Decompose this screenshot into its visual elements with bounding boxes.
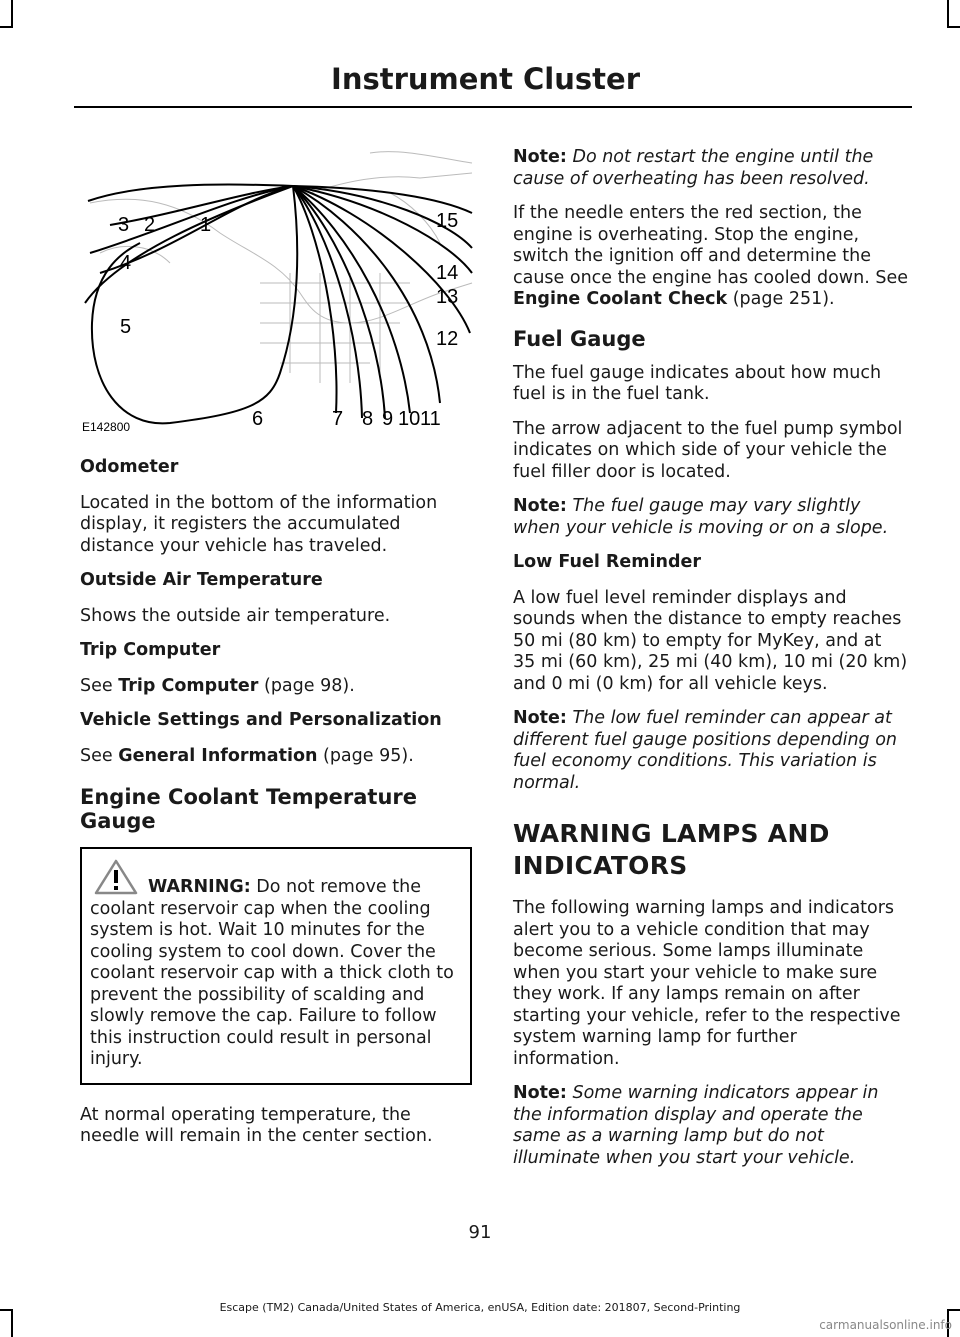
map-label: 9 (382, 408, 394, 430)
note-warning-indicators: Note: Some warning indicators appear in the information display and operate the same as a warning lamp but do not illuminate when you start your vehicle. (513, 1083, 879, 1168)
trip-computer-link[interactable]: Trip Computer (118, 675, 259, 696)
zone-map-figure (80, 133, 474, 435)
map-label: 2 (144, 214, 156, 236)
map-label: 13 (436, 286, 459, 308)
map-label: 5 (120, 316, 132, 338)
figure-code: E142800 (82, 420, 131, 434)
left-column (80, 133, 472, 1161)
note-fuel-gauge: Note: The fuel gauge may vary slightly when your vehicle is moving or on a slope. (513, 496, 889, 538)
header-rule (74, 106, 912, 108)
footer-text: Escape (TM2) Canada/United States of America, enUSA, Edition date: 201807, Second-Printing (219, 1301, 741, 1314)
warning-text: WARNING: Do not remove the coolant reservoir cap when the cooling system is hot. Wait 10 minutes for the cooling system to cool down. Cover the coolant reservoir cap with a thick cloth to prevent the possibility of scalding and slowly remove the cap. Failure to follow this instruction could result in personal injury. (90, 877, 454, 1069)
map-label: 10 (398, 408, 421, 430)
map-label: 8 (362, 408, 374, 430)
trip-text: See Trip Computer (page 98). (80, 675, 355, 696)
normal-temp-text: At normal operating temperature, the needle will remain in the center section. (80, 1104, 433, 1146)
note-low-fuel: Note: The low fuel reminder can appear at different fuel gauge positions depending on fuel economy conditions. This variation is normal. (513, 708, 898, 793)
engine-coolant-check-link[interactable]: Engine Coolant Check (513, 289, 728, 309)
warning-lamps-text: The following warning lamps and indicators alert you to a vehicle condition that may become serious. Some lamps illuminate when you start your vehicle to make sure they work. If any lamps remain on after starting your vehicle, refer to the respective system warning lamp for further information. (513, 898, 901, 1069)
warning-lamps-heading: WARNING LAMPS AND INDICATORS (513, 819, 830, 880)
coolant-heading: Engine Coolant Temperature Gauge (80, 785, 418, 833)
map-label: 1 (200, 214, 212, 236)
fuel-gauge-text: The fuel gauge indicates about how much fuel is in the fuel tank. (513, 362, 882, 404)
vsp-text: See General Information (page 95). (80, 745, 414, 766)
map-label: 3 (118, 214, 130, 236)
oat-heading: Outside Air Temperature (80, 570, 323, 590)
map-label: 7 (332, 408, 344, 430)
crop-mark (0, 26, 13, 28)
map-label: 15 (436, 210, 459, 232)
vsp-heading: Vehicle Settings and Personalization (80, 710, 442, 730)
crop-mark (947, 26, 960, 28)
general-information-link[interactable]: General Information (118, 745, 318, 766)
red-section-text: If the needle enters the red section, the engine is overheating. Stop the engine, switch the ignition off and determine the cause once the engine has cooled down. See Engine Coolant Check (page 251). (513, 203, 908, 309)
map-label: 4 (120, 252, 132, 274)
warning-triangle-icon (94, 859, 138, 895)
low-fuel-text: A low fuel level reminder displays and sounds when the distance to empty reaches 50 mi (80 km) to empty for MyKey, and at 35 mi (60 km), 25 mi (40 km), 10 mi (20 km) and 0 mi (0 km) for all vehicle keys. (513, 587, 908, 694)
crop-mark (947, 0, 949, 28)
note-overheating: Note: Do not restart the engine until the cause of overheating has been resolved. (513, 147, 874, 189)
crop-mark (11, 0, 13, 28)
odometer-heading: Odometer (80, 457, 179, 477)
map-label: 12 (436, 328, 459, 350)
trip-heading: Trip Computer (80, 640, 221, 660)
map-label: 11 (420, 408, 441, 430)
warning-box (80, 847, 472, 1085)
page-title: Instrument Cluster (331, 62, 640, 96)
right-column (513, 147, 908, 1182)
fuel-gauge-heading: Fuel Gauge (513, 326, 646, 351)
map-label: 14 (436, 262, 459, 284)
odometer-text: Located in the bottom of the information display, it registers the accumulated distance your vehicle has traveled. (80, 492, 438, 556)
page-number: 91 (468, 1222, 492, 1243)
map-label: 6 (252, 408, 264, 430)
watermark: carmanualsonline.info (819, 1318, 952, 1332)
low-fuel-heading: Low Fuel Reminder (513, 552, 701, 572)
zone-map-illustration (80, 133, 474, 435)
oat-text: Shows the outside air temperature. (80, 605, 391, 626)
fuel-arrow-text: The arrow adjacent to the fuel pump symbol indicates on which side of your vehicle the fuel filler door is located. (513, 418, 903, 482)
